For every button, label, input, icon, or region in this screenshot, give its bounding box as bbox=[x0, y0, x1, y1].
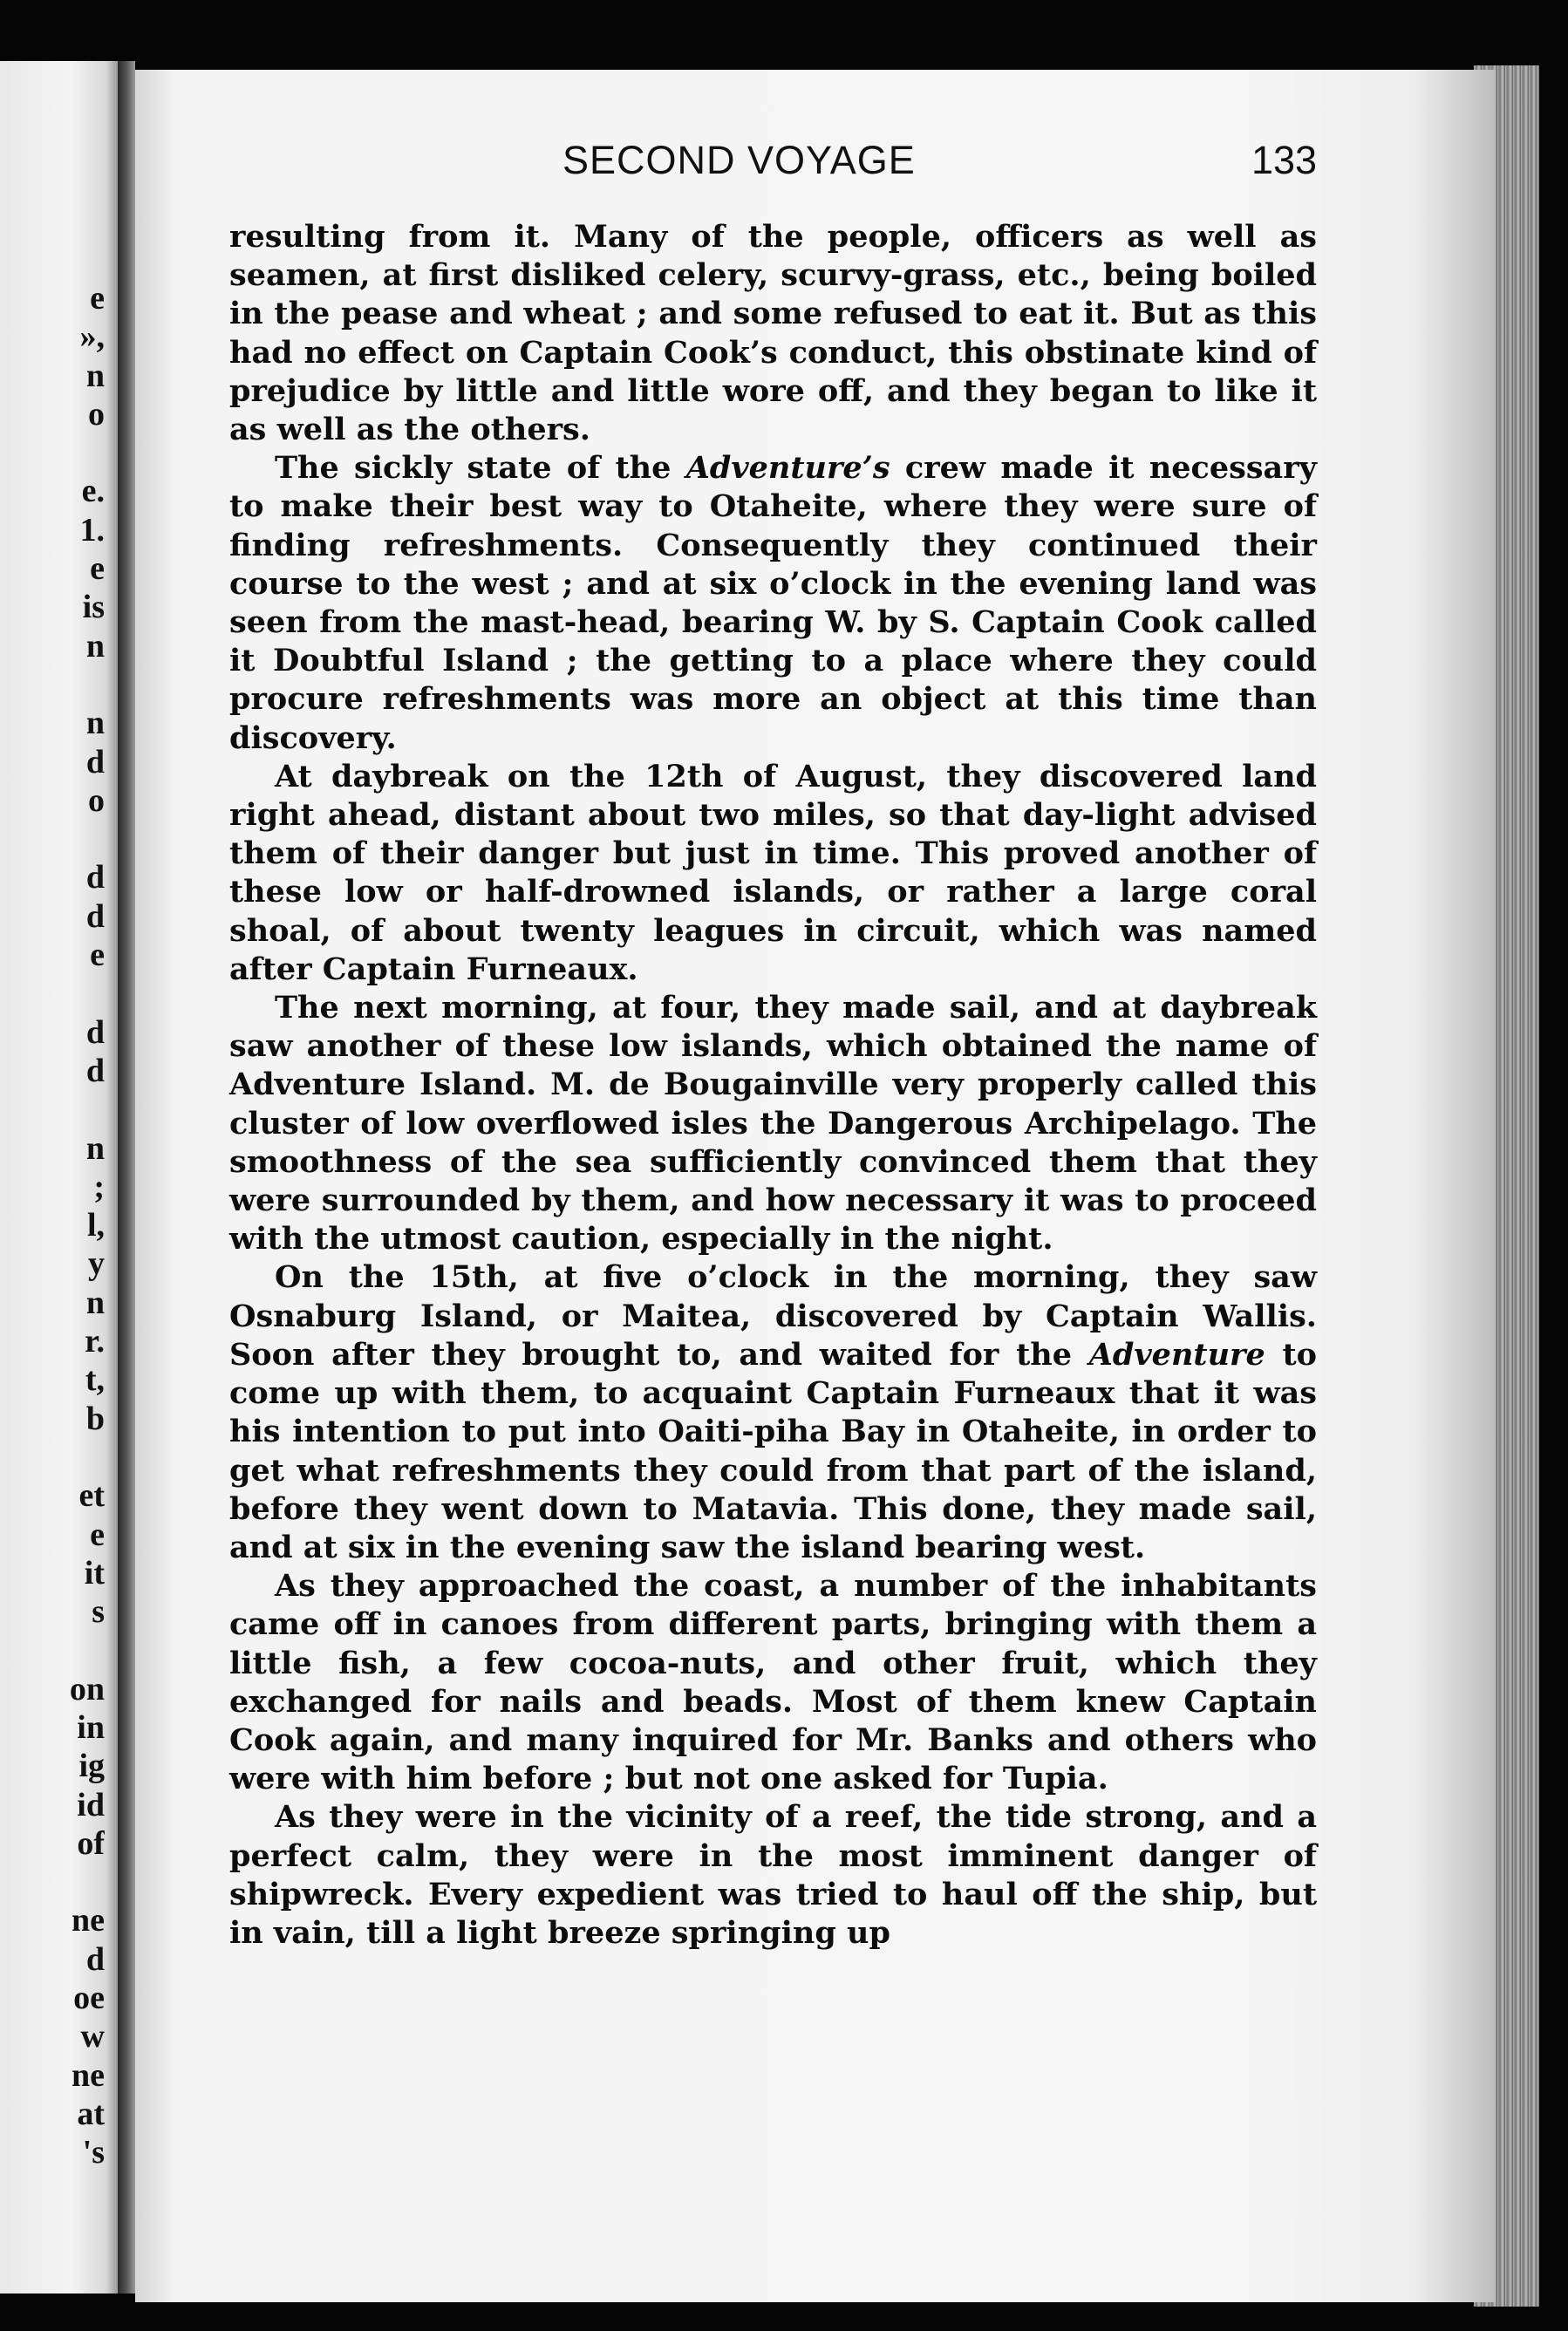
text-run: On the 15th, at five o’clock in the morning, they saw Osnaburg Island, or Maitea, discovered by Captain Wallis. Soon after they brought to, and waited for the bbox=[229, 1259, 1317, 1373]
facing-page-fragment: ne bbox=[72, 1902, 105, 1939]
facing-page-fragment bbox=[0, 1631, 105, 1669]
facing-page-fragment: at bbox=[77, 2095, 105, 2132]
facing-page-fragment: 1. bbox=[79, 511, 105, 549]
facing-page-fragment: d bbox=[85, 859, 105, 896]
paragraph bbox=[229, 758, 1317, 989]
facing-page-fragment bbox=[0, 665, 105, 704]
text-run: The sickly state of the bbox=[275, 450, 686, 487]
text-run: crew made it necessary to make their best way to Otaheite, where they were sure of finding refreshments. Consequently they continued their course to the west ; and at six o’clock in the evening land was seen from the mast-head, bearing W. by S. Captain Cook called it Doubtful Island ; the getting to a place where they could procure refreshments was more an object at this time than discovery. bbox=[229, 450, 1317, 756]
facing-page-fragment: ; bbox=[93, 1168, 105, 1205]
facing-page-fragment: id bbox=[77, 1786, 105, 1823]
text-run: to come up with them, to acquaint Captain Furneaux that it was his intention to put into Oaiti-piha Bay in Otaheite, in order to get what refreshments they could from that part of the island, before they went down to Matavia. This done, they made sail, and at six in the evening saw the island bearing west. bbox=[229, 1336, 1317, 1565]
facing-page-fragment: d bbox=[85, 1052, 105, 1089]
paragraph bbox=[229, 1798, 1317, 1953]
paragraph bbox=[229, 449, 1317, 758]
facing-page-fragment: d bbox=[85, 743, 105, 780]
facing-page-fragment: n bbox=[85, 705, 105, 742]
facing-page-fragment bbox=[0, 820, 105, 858]
facing-page-fragment: of bbox=[77, 1824, 105, 1862]
running-head-title: SECOND VOYAGE bbox=[562, 138, 916, 182]
facing-page-fragment: on bbox=[69, 1670, 105, 1707]
facing-page-fragment: e bbox=[90, 1516, 105, 1553]
text-run: The next morning, at four, they made sail, and at daybreak saw another of these low islands, which obtained the name of Adventure Island. M. de Bougainville very properly called this cluster of low overflowed isles the Dangerous Archipelago. The smoothness of the sea sufficiently convinced them that they were surrounded by them, and how necessary it was to proceed with the utmost caution, especially in the night. bbox=[229, 990, 1317, 1258]
facing-page-fragment: t, bbox=[85, 1361, 105, 1399]
facing-page-fragment bbox=[0, 433, 105, 472]
facing-page-fragment: l, bbox=[86, 1207, 105, 1244]
paragraph bbox=[229, 989, 1317, 1258]
facing-page-fragment: d bbox=[85, 897, 105, 935]
facing-page-fragment: e bbox=[90, 280, 105, 317]
facing-page-fragment: n bbox=[85, 357, 105, 394]
facing-page-fragment: o bbox=[88, 395, 105, 433]
facing-page-fragment: s bbox=[92, 1593, 105, 1631]
facing-page-fragment bbox=[0, 1863, 105, 1901]
paragraph bbox=[229, 1258, 1317, 1567]
facing-page-fragment: 's bbox=[82, 2134, 105, 2171]
text-run: As they were in the vicinity of a reef, the tide strong, and a perfect calm, they were in the most imminent danger of shipwreck. Every expedient was tried to haul off the ship, but in vain, till a light breeze springing up bbox=[229, 1799, 1317, 1951]
facing-page-fragment: e bbox=[90, 937, 105, 974]
text-run: As they approached the coast, a number of the inhabitants came off in canoes from different parts, bringing with them a little fish, a few cocoa-nuts, and other fruit, which they exchanged for nails and beads. Most of them knew Captain Cook again, and many inquired for Mr. Banks and others who were with him before ; but not one asked for Tupia. bbox=[229, 1568, 1317, 1797]
page-body-text bbox=[229, 218, 1317, 1953]
facing-page-fragment: r. bbox=[85, 1323, 105, 1360]
facing-page-fragment bbox=[0, 974, 105, 1012]
page-number: 133 bbox=[1251, 138, 1318, 182]
facing-page-fragment: ne bbox=[72, 2056, 105, 2094]
facing-page-fragment: b bbox=[85, 1400, 105, 1437]
facing-page-fragment: it bbox=[84, 1554, 105, 1591]
facing-page-fragment: ig bbox=[78, 1748, 105, 1785]
facing-page-fragment: oe bbox=[73, 1980, 105, 2017]
book-page bbox=[135, 70, 1496, 2302]
italic-ship-name: Adventure bbox=[1088, 1336, 1265, 1373]
facing-page-fragment: e bbox=[90, 550, 105, 588]
facing-page-fragment: w bbox=[80, 2018, 105, 2055]
facing-page-fragment: et bbox=[78, 1477, 105, 1515]
facing-page bbox=[0, 61, 118, 2294]
facing-page-fragment: n bbox=[85, 627, 105, 665]
facing-page-fragment: e. bbox=[81, 473, 105, 510]
facing-page-fragment: o bbox=[88, 781, 105, 819]
facing-page-fragment: d bbox=[85, 1013, 105, 1051]
facing-page-fragment: d bbox=[85, 1940, 105, 1978]
facing-page-fragment: n bbox=[85, 1129, 105, 1167]
paragraph bbox=[229, 218, 1317, 449]
facing-page-fragment bbox=[0, 1090, 105, 1128]
facing-page-fragment: n bbox=[85, 1284, 105, 1321]
paragraph bbox=[229, 1567, 1317, 1798]
text-run: resulting from it. Many of the people, officers as well as seamen, at first disliked celery, scurvy-grass, etc., being boiled in the pease and wheat ; and some refused to eat it. But as this had no effect on Captain Cook’s conduct, this obstinate kind of prejudice by little and little wore off, and they began to like it as well as the others. bbox=[229, 219, 1317, 448]
facing-page-fragment: y bbox=[88, 1245, 105, 1283]
book-gutter bbox=[118, 61, 135, 2294]
italic-ship-name: Adventure’s bbox=[685, 450, 890, 487]
facing-page-fragment: in bbox=[77, 1708, 105, 1746]
facing-page-cut-text bbox=[0, 279, 105, 2172]
facing-page-fragment: », bbox=[79, 318, 105, 356]
text-run: At daybreak on the 12th of August, they discovered land right ahead, distant about two miles, so that day-light advised them of their danger but just in time. This proved another of these low or half-drowned islands, or rather a large coral shoal, of about twenty leagues in circuit, which was named after Captain Furneaux. bbox=[229, 758, 1317, 987]
facing-page-fragment: is bbox=[82, 589, 105, 626]
facing-page-fragment bbox=[0, 1438, 105, 1476]
